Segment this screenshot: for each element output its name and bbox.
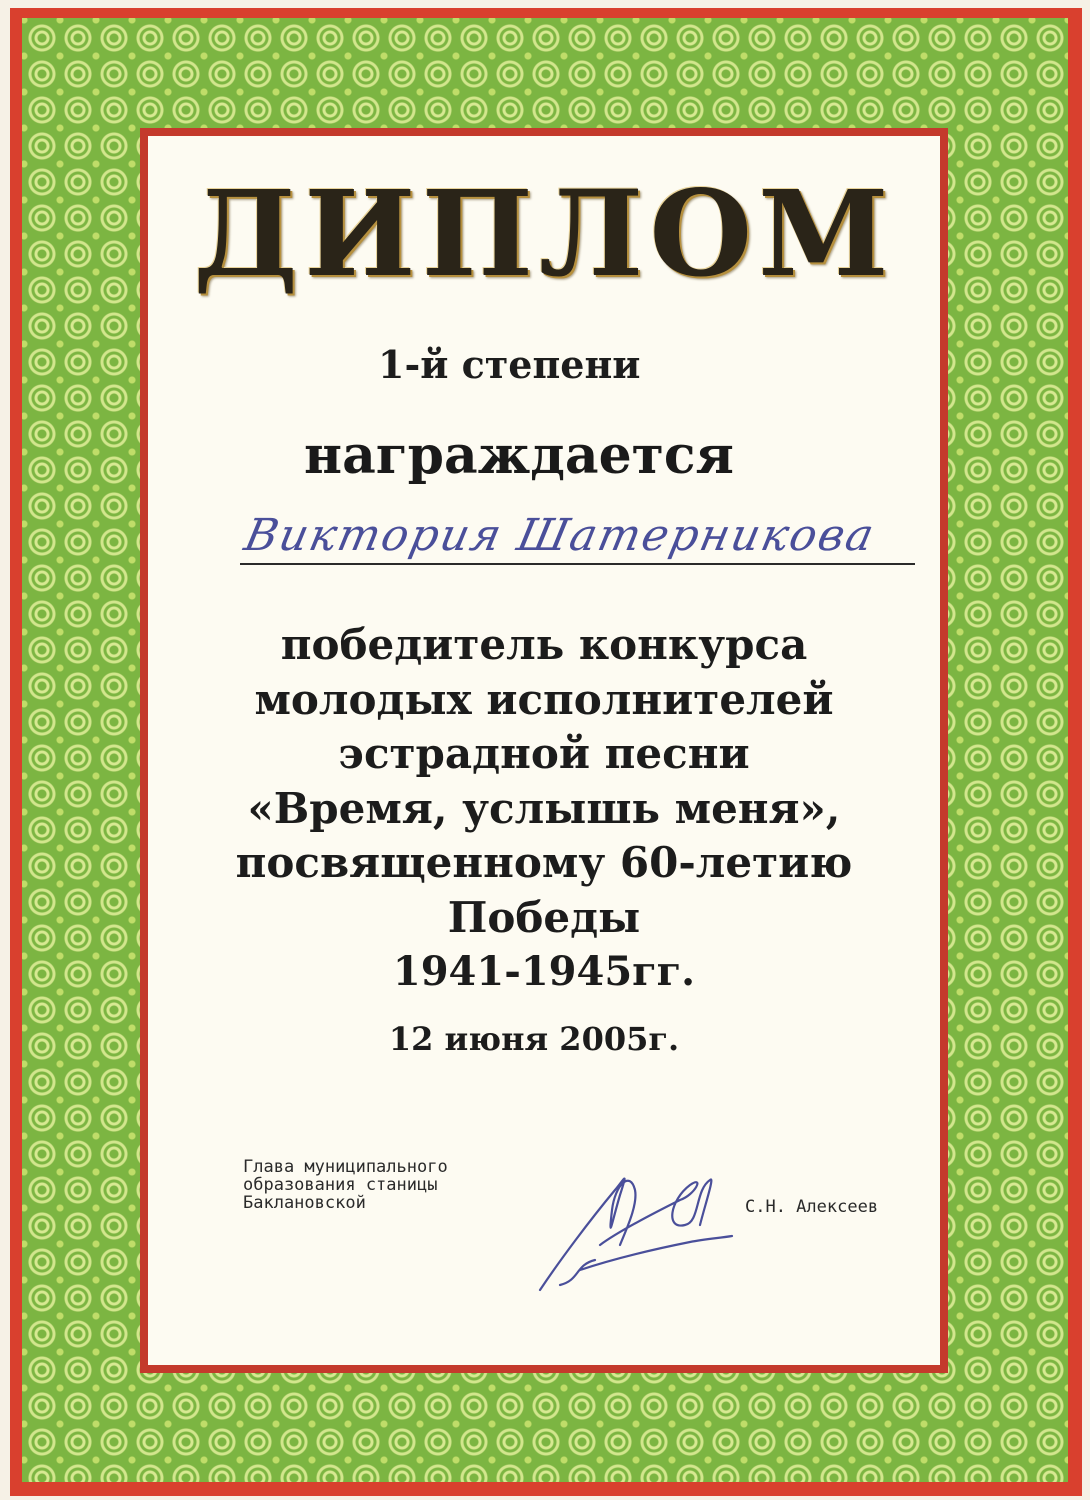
description-line: эстрадной песни: [338, 729, 750, 778]
recipient-name: Виктория Шатерникова: [240, 510, 880, 561]
description-years: 1941-1945гг.: [392, 948, 696, 995]
recipient-underline: [240, 563, 915, 565]
diploma-degree: 1-й степени: [378, 342, 641, 387]
description-line: «Время, услышь меня»,: [247, 783, 841, 833]
awarded-heading: награждается: [304, 425, 734, 486]
description-line: посвященному 60-летию: [235, 838, 853, 887]
description-line: Победы: [447, 892, 641, 942]
handwritten-signature: [520, 1150, 750, 1300]
official-title: Глава муниципального образования станицы Баклановской: [243, 1157, 448, 1213]
signer-name: С.Н. Алексеев: [745, 1197, 879, 1217]
description-line: победитель конкурса: [280, 620, 808, 669]
diploma-title: ДИПЛОМ: [193, 164, 895, 303]
award-date: 12 июня 2005г.: [388, 1020, 680, 1058]
description-line: молодых исполнителей: [254, 674, 834, 724]
award-description: [148, 618, 940, 1000]
